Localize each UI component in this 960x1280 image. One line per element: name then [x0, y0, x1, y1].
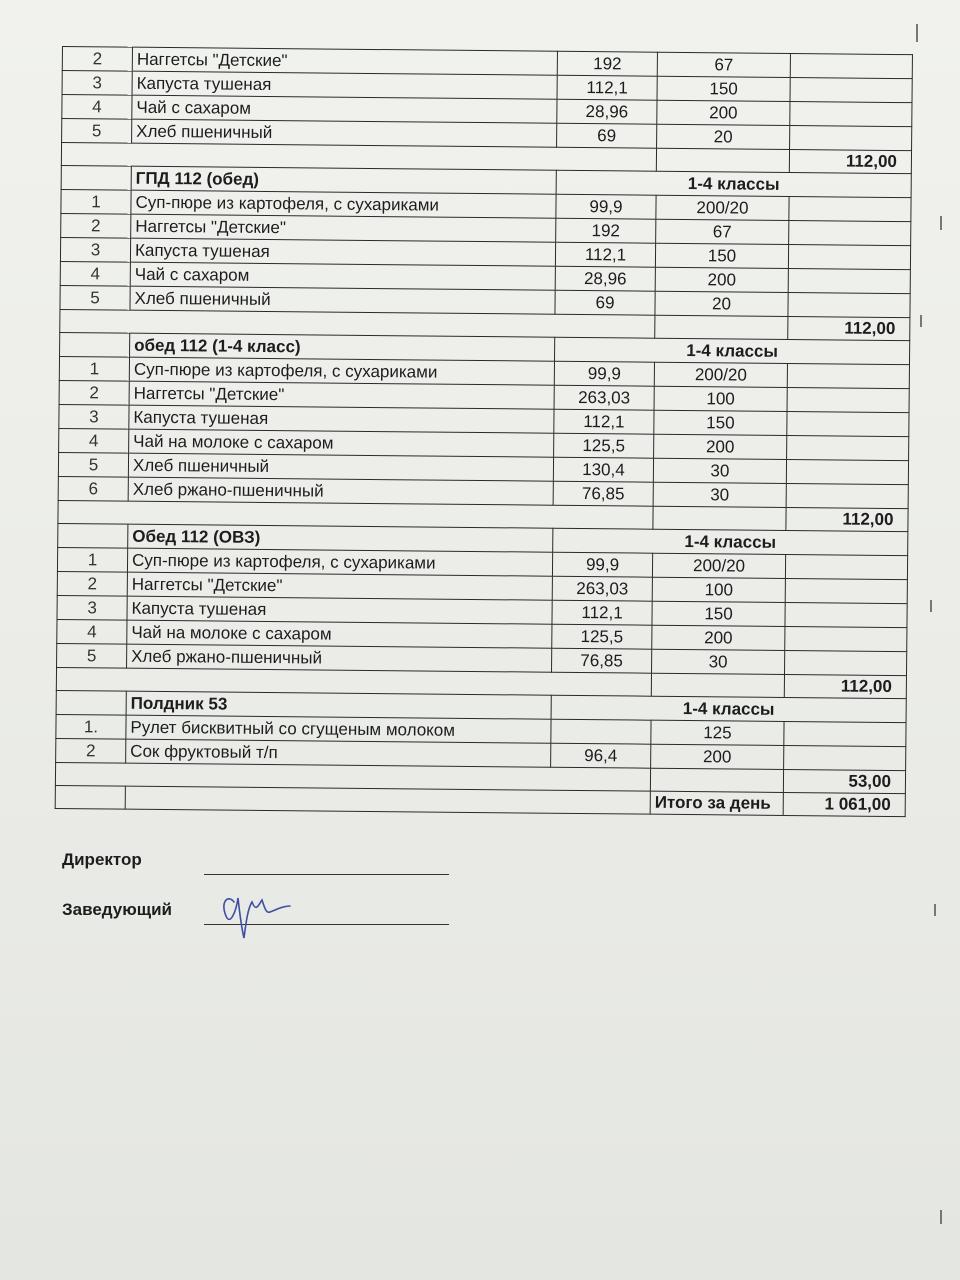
dish-price: 69: [555, 290, 655, 315]
signature-block: [62, 848, 482, 948]
dish-yield: 30: [652, 649, 785, 674]
dish-name: Суп-пюре из картофеля, с сухариками: [129, 357, 554, 385]
dish-yield: 200: [652, 625, 785, 650]
empty-cell: [61, 165, 131, 190]
item-number: 3: [57, 595, 127, 620]
section-class-group: 1-4 классы: [554, 337, 909, 364]
dish-price: 263,03: [552, 576, 652, 601]
dish-yield: 150: [652, 601, 785, 626]
section-title: Полдник 53: [126, 691, 551, 719]
empty-cell: [788, 244, 910, 269]
section-total: 112,00: [788, 316, 910, 340]
section-total: 112,00: [786, 507, 908, 531]
dish-name: Сок фруктовый т/п: [126, 739, 551, 767]
empty-cell: [785, 626, 907, 651]
empty-cell: [787, 387, 909, 412]
dish-price: 192: [556, 218, 656, 243]
item-number: 4: [59, 428, 129, 453]
dish-name: Хлеб пшеничный: [132, 119, 557, 147]
section-title: ГПД 112 (обед): [131, 166, 556, 194]
dish-name: Наггетсы "Детские": [132, 47, 557, 75]
dish-name: Наггетсы "Детские": [129, 381, 554, 409]
empty-cell: [651, 673, 784, 697]
dish-price: 112,1: [555, 242, 655, 267]
empty-cell: [653, 506, 786, 530]
empty-cell: [787, 363, 909, 388]
dish-yield: 200: [651, 744, 784, 769]
section-total: 112,00: [784, 674, 906, 698]
dish-price: 76,85: [552, 648, 652, 673]
manager-label: Заведующий: [62, 900, 173, 919]
item-number: 2: [57, 571, 127, 596]
dish-yield: 67: [656, 219, 789, 244]
section-class-group: 1-4 классы: [553, 528, 908, 555]
dish-name: Чай на молоке с сахаром: [127, 620, 552, 648]
dish-name: Хлеб пшеничный: [128, 453, 553, 481]
item-number: 1: [59, 356, 129, 381]
dish-name: Наггетсы "Детские": [131, 214, 556, 242]
edge-mark: [920, 315, 922, 327]
item-number: 1: [61, 189, 131, 214]
dish-name: Хлеб ржано-пшеничный: [127, 644, 552, 672]
item-number: 3: [59, 404, 129, 429]
dish-price: 112,1: [554, 409, 654, 434]
dish-price: 130,4: [553, 457, 653, 482]
item-number: 5: [58, 452, 128, 477]
dish-name: Суп-пюре из картофеля, с сухариками: [127, 548, 552, 576]
section-class-group: 1-4 классы: [551, 695, 906, 722]
empty-cell: [785, 578, 907, 603]
dish-yield: 200: [657, 100, 790, 125]
dish-price: 112,1: [557, 75, 657, 100]
empty-cell: [125, 786, 650, 814]
edge-mark: [940, 1210, 942, 1224]
edge-mark: [940, 216, 942, 230]
dish-name: Чай с сахаром: [132, 95, 557, 123]
dish-name: Суп-пюре из картофеля, с сухариками: [131, 190, 556, 218]
item-number: 5: [60, 285, 130, 310]
dish-yield: 200: [654, 434, 787, 459]
empty-cell: [55, 785, 125, 809]
item-number: 3: [60, 237, 130, 262]
empty-cell: [789, 196, 911, 221]
item-number: 5: [57, 643, 127, 668]
dish-yield: 200/20: [656, 195, 789, 220]
dish-name: Хлеб ржано-пшеничный: [128, 477, 553, 505]
empty-cell: [650, 768, 783, 792]
dish-price: 69: [557, 123, 657, 148]
empty-cell: [785, 650, 907, 675]
dish-price: 99,9: [556, 194, 656, 219]
item-number: 3: [62, 71, 132, 96]
dish-yield: 30: [653, 482, 786, 507]
director-label: Директор: [62, 850, 142, 869]
section-title: Обед 112 (ОВЗ): [128, 524, 553, 552]
empty-cell: [60, 332, 130, 357]
empty-cell: [655, 315, 788, 339]
menu-table: [55, 46, 913, 817]
empty-cell: [785, 554, 907, 579]
empty-cell: [790, 101, 912, 126]
dish-yield: 30: [653, 458, 786, 483]
edge-mark: [934, 904, 936, 916]
empty-cell: [790, 53, 912, 78]
empty-cell: [785, 602, 907, 627]
item-number: 4: [62, 95, 132, 120]
item-number: 1: [57, 547, 127, 572]
item-number: 6: [58, 476, 128, 501]
menu-document: [55, 46, 912, 817]
item-number: 2: [62, 47, 132, 72]
item-number: 1.: [56, 714, 126, 739]
dish-name: Наггетсы "Детские": [127, 572, 552, 600]
dish-name: Чай с сахаром: [130, 262, 555, 290]
dish-name: Рулет бисквитный со сгущеным молоком: [126, 715, 551, 743]
handwritten-signature: [212, 872, 302, 942]
dish-yield: 20: [657, 124, 790, 149]
dish-price: 99,9: [554, 361, 654, 386]
dish-price: 96,4: [551, 743, 651, 768]
empty-cell: [788, 292, 910, 317]
dish-price: 192: [557, 51, 657, 76]
section-total: 112,00: [789, 149, 911, 173]
empty-cell: [784, 745, 906, 770]
empty-cell: [784, 721, 906, 746]
item-number: 4: [60, 261, 130, 286]
dish-name: Капуста тушеная: [130, 238, 555, 266]
empty-cell: [790, 125, 912, 150]
empty-cell: [786, 483, 908, 508]
empty-cell: [786, 459, 908, 484]
dish-price: 28,96: [557, 99, 657, 124]
empty-cell: [788, 268, 910, 293]
dish-price: 28,96: [555, 266, 655, 291]
dish-yield: 125: [651, 720, 784, 745]
dish-name: Чай на молоке с сахаром: [129, 429, 554, 457]
dish-yield: 20: [655, 291, 788, 316]
dish-name: Хлеб пшеничный: [130, 286, 555, 314]
day-total-value: 1 061,00: [783, 792, 905, 816]
dish-yield: 150: [655, 243, 788, 268]
empty-cell: [787, 435, 909, 460]
edge-mark: [930, 600, 932, 612]
empty-cell: [58, 523, 128, 548]
empty-cell: [789, 220, 911, 245]
section-total: 53,00: [783, 769, 905, 793]
dish-price: 125,5: [554, 433, 654, 458]
item-number: 2: [61, 213, 131, 238]
dish-yield: 100: [652, 577, 785, 602]
section-title: обед 112 (1-4 класс): [130, 333, 555, 361]
dish-price: 112,1: [552, 600, 652, 625]
dish-yield: 200/20: [652, 553, 785, 578]
dish-yield: 200: [655, 267, 788, 292]
empty-cell: [56, 690, 126, 715]
dish-price: [551, 719, 651, 744]
dish-name: Капуста тушеная: [132, 71, 557, 99]
dish-yield: 100: [654, 386, 787, 411]
section-class-group: 1-4 классы: [556, 170, 911, 197]
item-number: 2: [56, 738, 126, 763]
menu-table-body: [55, 47, 912, 817]
item-number: 4: [57, 619, 127, 644]
dish-yield: 150: [657, 76, 790, 101]
edge-mark: [916, 24, 918, 42]
empty-cell: [790, 77, 912, 102]
item-number: 5: [62, 119, 132, 144]
dish-price: 99,9: [552, 552, 652, 577]
dish-yield: 200/20: [654, 362, 787, 387]
dish-name: Капуста тушеная: [127, 596, 552, 624]
dish-price: 263,03: [554, 385, 654, 410]
dish-price: 76,85: [553, 481, 653, 506]
item-number: 2: [59, 380, 129, 405]
dish-price: 125,5: [552, 624, 652, 649]
empty-cell: [787, 411, 909, 436]
day-total-label: Итого за день: [650, 791, 783, 815]
dish-yield: 150: [654, 410, 787, 435]
dish-yield: 67: [657, 52, 790, 77]
dish-name: Капуста тушеная: [129, 405, 554, 433]
empty-cell: [656, 148, 789, 172]
